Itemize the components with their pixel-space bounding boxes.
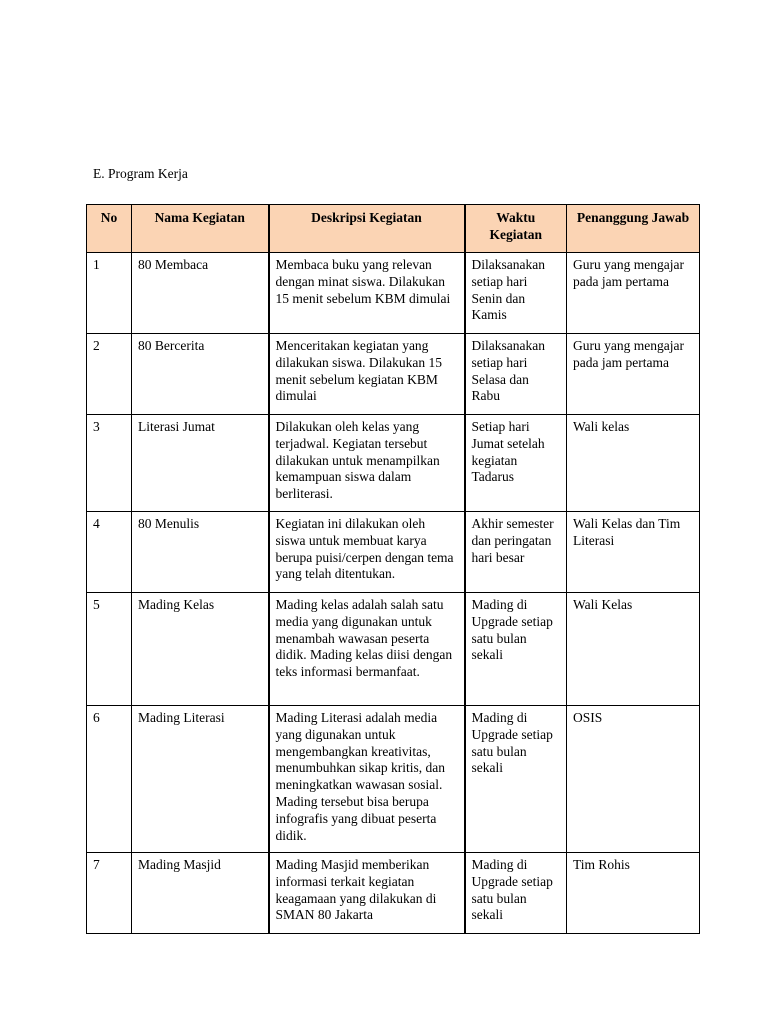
cell-deskripsi: Mading Literasi adalah media yang digunakan untuk mengembangkan kreativitas, menumbuhkan sikap kritis, dan meningkatkan wawasan sosial. Mading tersebut bisa berupa infografis yang dibuat peserta didik. bbox=[269, 706, 465, 853]
cell-deskripsi: Menceritakan kegiatan yang dilakukan siswa. Dilakukan 15 menit sebelum kegiatan KBM dimulai bbox=[269, 334, 465, 415]
cell-nama-kegiatan: 80 Bercerita bbox=[132, 334, 269, 415]
table-header-row bbox=[87, 205, 700, 253]
table-row bbox=[87, 415, 700, 512]
table-row bbox=[87, 512, 700, 593]
cell-waktu: Mading di Upgrade setiap satu bulan sekali bbox=[465, 593, 567, 706]
cell-penanggung-jawab: Guru yang mengajar pada jam pertama bbox=[567, 334, 700, 415]
table-row bbox=[87, 853, 700, 934]
cell-deskripsi: Mading kelas adalah salah satu media yang digunakan untuk menambah wawasan peserta didik. Mading kelas diisi dengan teks informasi bermanfaat. bbox=[269, 593, 465, 706]
cell-nama-kegiatan: 80 Membaca bbox=[132, 253, 269, 334]
cell-penanggung-jawab: OSIS bbox=[567, 706, 700, 853]
cell-nama-kegiatan: 80 Menulis bbox=[132, 512, 269, 593]
program-kerja-table bbox=[86, 204, 700, 934]
cell-waktu: Mading di Upgrade setiap satu bulan sekali bbox=[465, 706, 567, 853]
cell-penanggung-jawab: Tim Rohis bbox=[567, 853, 700, 934]
cell-penanggung-jawab: Wali kelas bbox=[567, 415, 700, 512]
cell-nama-kegiatan: Mading Literasi bbox=[132, 706, 269, 853]
cell-waktu: Dilaksanakan setiap hari Senin dan Kamis bbox=[465, 253, 567, 334]
cell-waktu: Mading di Upgrade setiap satu bulan sekali bbox=[465, 853, 567, 934]
table-row bbox=[87, 706, 700, 853]
header-deskripsi-kegiatan: Deskripsi Kegiatan bbox=[269, 205, 465, 253]
cell-no: 2 bbox=[87, 334, 132, 415]
cell-waktu: Setiap hari Jumat setelah kegiatan Tadarus bbox=[465, 415, 567, 512]
cell-no: 4 bbox=[87, 512, 132, 593]
cell-nama-kegiatan: Literasi Jumat bbox=[132, 415, 269, 512]
header-no: No bbox=[87, 205, 132, 253]
cell-deskripsi: Membaca buku yang relevan dengan minat siswa. Dilakukan 15 menit sebelum KBM dimulai bbox=[269, 253, 465, 334]
section-title: E. Program Kerja bbox=[93, 166, 188, 181]
cell-deskripsi: Dilakukan oleh kelas yang terjadwal. Kegiatan tersebut dilakukan untuk menampilkan kemampuan siswa dalam berliterasi. bbox=[269, 415, 465, 512]
cell-waktu: Dilaksanakan setiap hari Selasa dan Rabu bbox=[465, 334, 567, 415]
cell-penanggung-jawab: Guru yang mengajar pada jam pertama bbox=[567, 253, 700, 334]
cell-penanggung-jawab: Wali Kelas bbox=[567, 593, 700, 706]
table-row bbox=[87, 334, 700, 415]
cell-waktu: Akhir semester dan peringatan hari besar bbox=[465, 512, 567, 593]
cell-no: 7 bbox=[87, 853, 132, 934]
cell-no: 5 bbox=[87, 593, 132, 706]
table-row bbox=[87, 593, 700, 706]
header-nama-kegiatan: Nama Kegiatan bbox=[132, 205, 269, 253]
cell-penanggung-jawab: Wali Kelas dan Tim Literasi bbox=[567, 512, 700, 593]
cell-nama-kegiatan: Mading Kelas bbox=[132, 593, 269, 706]
cell-no: 3 bbox=[87, 415, 132, 512]
cell-no: 6 bbox=[87, 706, 132, 853]
header-penanggung-jawab: Penanggung Jawab bbox=[567, 205, 700, 253]
cell-no: 1 bbox=[87, 253, 132, 334]
header-waktu-kegiatan: Waktu Kegiatan bbox=[465, 205, 567, 253]
cell-deskripsi: Kegiatan ini dilakukan oleh siswa untuk membuat karya berupa puisi/cerpen dengan tema yang telah ditentukan. bbox=[269, 512, 465, 593]
table-row bbox=[87, 253, 700, 334]
cell-nama-kegiatan: Mading Masjid bbox=[132, 853, 269, 934]
cell-deskripsi: Mading Masjid memberikan informasi terkait kegiatan keagamaan yang dilakukan di SMAN 80 Jakarta bbox=[269, 853, 465, 934]
